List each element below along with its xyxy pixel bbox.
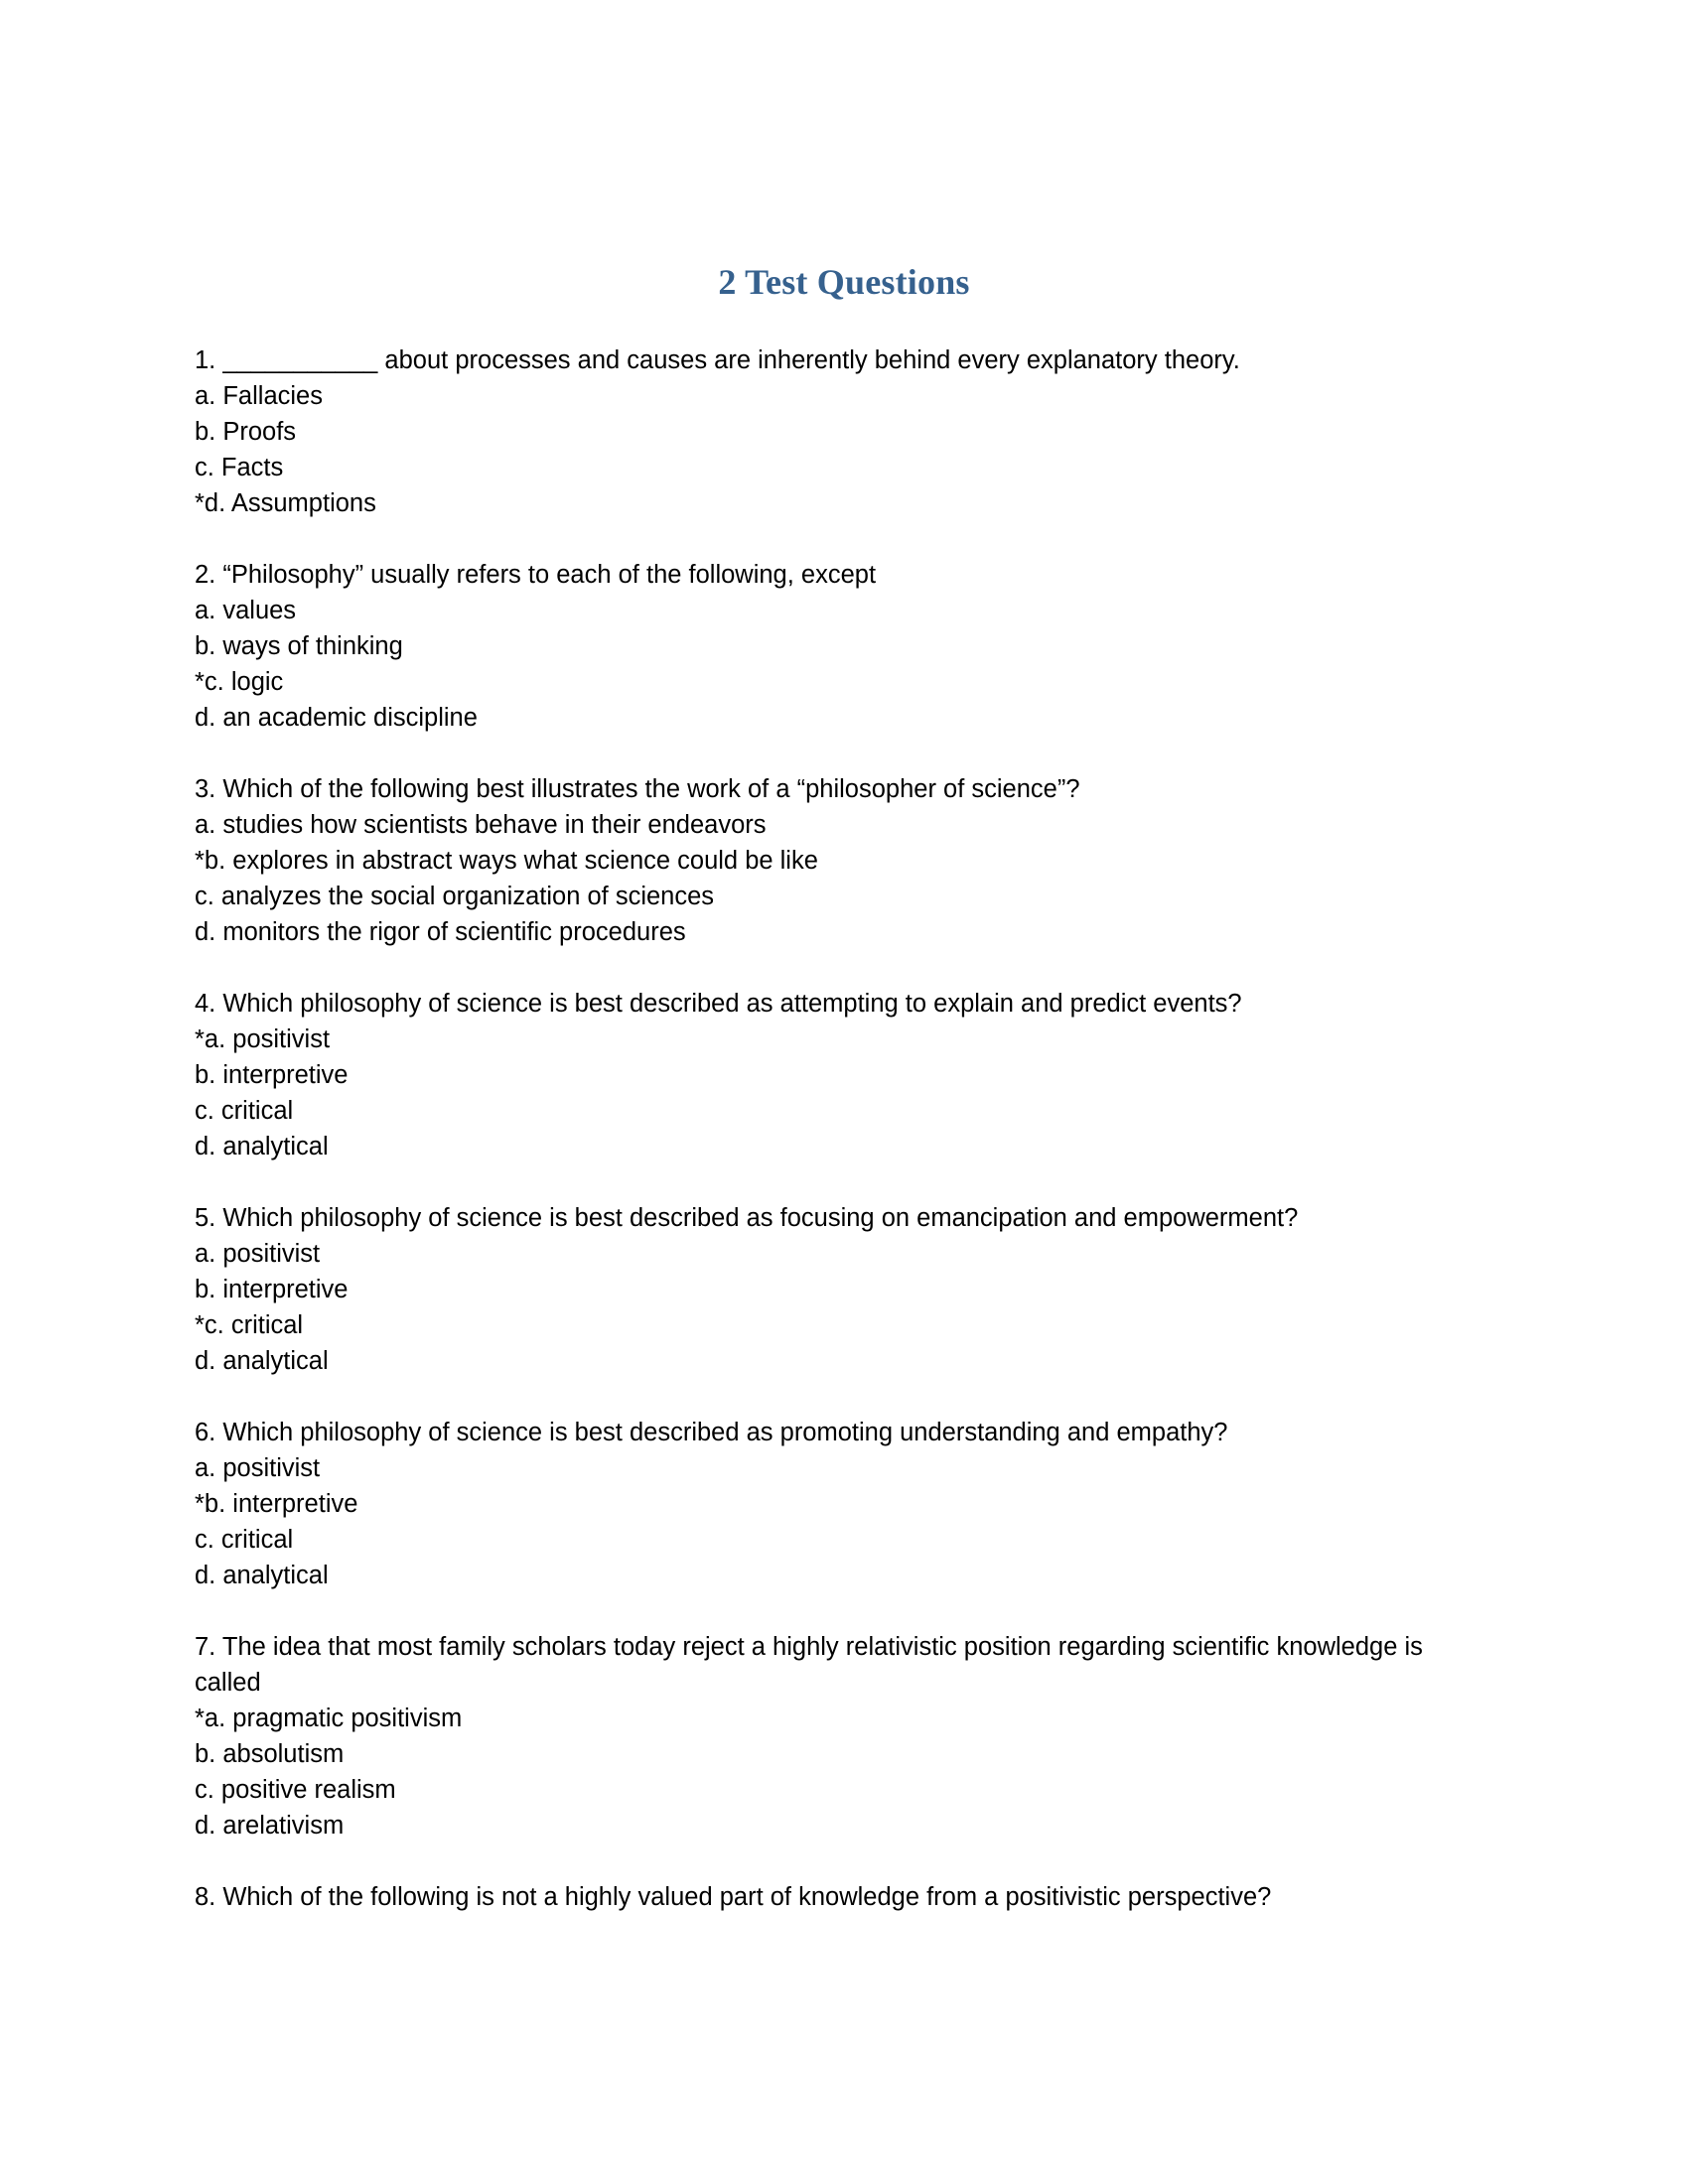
answer-option: c. critical: [195, 1526, 294, 1554]
question-stem: 3. Which of the following best illustrates the work of a “philosopher of science”?: [195, 775, 1080, 803]
page-title: 2 Test Questions: [718, 262, 970, 302]
answer-option: c. analyzes the social organization of sciences: [195, 883, 715, 910]
answer-option: d. analytical: [195, 1133, 329, 1160]
answer-option: b. Proofs: [195, 418, 297, 446]
answer-option: b. interpretive: [195, 1061, 349, 1089]
answer-option: *c. critical: [195, 1311, 304, 1339]
question-stem: 7. The idea that most family scholars today reject a highly relativistic position regarding scientific knowledge is called: [195, 1633, 1430, 1697]
question-stem: 5. Which philosophy of science is best described as focusing on emancipation and empowerment?: [195, 1204, 1299, 1232]
answer-option: a. Fallacies: [195, 382, 323, 410]
answer-option: b. absolutism: [195, 1740, 345, 1768]
answer-option: *b. explores in abstract ways what science could be like: [195, 847, 818, 875]
answer-option: c. Facts: [195, 454, 284, 481]
answer-option: *a. pragmatic positivism: [195, 1705, 463, 1732]
answer-option: b. interpretive: [195, 1276, 349, 1303]
answer-option: a. studies how scientists behave in their endeavors: [195, 811, 767, 839]
question-block: [195, 557, 1426, 736]
answer-option: *d. Assumptions: [195, 489, 376, 517]
answer-option: c. critical: [195, 1097, 294, 1125]
question-block: [195, 771, 1426, 950]
question-stem: 6. Which philosophy of science is best described as promoting understanding and empathy?: [195, 1419, 1228, 1446]
answer-option: d. an academic discipline: [195, 704, 478, 732]
answer-option: d. analytical: [195, 1347, 329, 1375]
answer-option: a. values: [195, 597, 297, 624]
question-block: [195, 342, 1426, 521]
question-block: [195, 1415, 1426, 1593]
answer-option: d. arelativism: [195, 1812, 345, 1840]
question-stem: 2. “Philosophy” usually refers to each of the following, except: [195, 561, 877, 589]
answer-option: d. monitors the rigor of scientific procedures: [195, 918, 686, 946]
questions-list: [195, 342, 1430, 1951]
question-stem: 8. Which of the following is not a highly valued part of knowledge from a positivistic perspective?: [195, 1883, 1272, 1911]
question-block: [195, 1879, 1426, 1915]
question-block: [195, 1200, 1426, 1379]
question-block: [195, 986, 1426, 1164]
question-stem: 1. ___________ about processes and causes are inherently behind every explanatory theory.: [195, 346, 1240, 374]
answer-option: *a. positivist: [195, 1025, 331, 1053]
answer-option: *c. logic: [195, 668, 284, 696]
answer-option: c. positive realism: [195, 1776, 396, 1804]
answer-option: a. positivist: [195, 1240, 321, 1268]
answer-option: b. ways of thinking: [195, 632, 403, 660]
question-block: [195, 1629, 1430, 1843]
answer-option: a. positivist: [195, 1454, 321, 1482]
answer-option: d. analytical: [195, 1562, 329, 1589]
answer-option: *b. interpretive: [195, 1490, 358, 1518]
question-stem: 4. Which philosophy of science is best described as attempting to explain and predict events?: [195, 990, 1242, 1018]
